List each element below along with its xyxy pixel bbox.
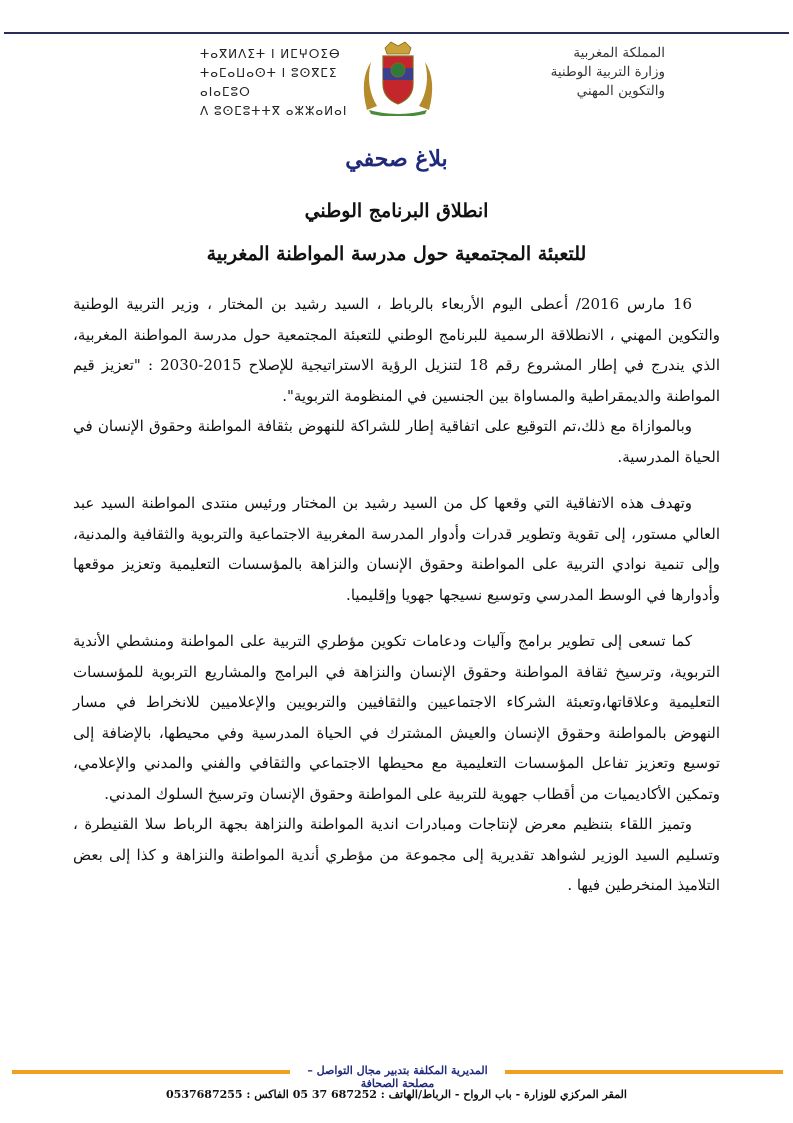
paragraph-2: وبالموازاة مع ذلك،تم التوقيع على اتفاقية إطار للشراكة للنهوض بثقافة المواطنة وحقوق الإنسان في الحياة المدرسية.	[73, 417, 720, 466]
footer-department: المديرية المكلفة بتدبير مجال التواصل – مصلحة الصحافة	[290, 1064, 505, 1090]
paragraph-1: 16 مارس 2016/ أعطى اليوم الأربعاء بالرباط ، السيد رشيد بن المختار ، وزير التربية الوطنية والتكوين المهني ، الانطلاقة الرسمية للبرنامج الوطني للتعبئة المجتمعية حول مدرسة المواطنة المغربية، الذي يندرج في إطار المشروع رقم 18 لتنزيل الرؤية الاستراتيجية للإصلاح 2015-2030 : "تعزيز قيم المواطنة والديمقراطية والمساواة بين الجنسين في المنظومة التربوية".	[73, 295, 721, 405]
top-rule	[4, 32, 789, 34]
moroccan-coat-of-arms-icon	[355, 40, 441, 116]
subtitle-2: للتعبئة المجتمعية حول مدرسة المواطنة المغربية	[206, 243, 587, 265]
amazigh-line-1: ⵜⴰⴳⵍⴷⵉⵜ ⵏ ⵍⵎⵖⵔⵉⴱ	[200, 47, 341, 61]
press-release-body	[73, 289, 720, 901]
amazigh-line-3: ⴷ ⵓⵙⵎⵓⵜⵜⴳ ⴰⵣⵣⴰⵍⴰⵏ	[200, 104, 348, 118]
arabic-line-1: المملكة المغربية	[573, 45, 665, 61]
footer-address: المقر المركزي للوزارة - باب الرواح - الرباط/الهاتف : 687252 37 05 الفاكس : 0537687255	[166, 1088, 627, 1101]
paragraph-3: وتهدف هذه الاتفاقية التي وقعها كل من السيد رشيد بن المختار ورئيس منتدى المواطنة السيد عبد العالي مستور، إلى تقوية وتطوير قدرات وأدوار المدرسة المغربية الاجتماعية والتربوية والثقافية والمدنية، وإلى تنمية نوادي التربية على المواطنة وحقوق الإنسان والنزاهة بالمؤسسات التعليمية وتعزيز موقعها وأدوارها في الوسط المدرسي وتوسيع نسيجها جهويا وإقليميا.	[73, 494, 720, 604]
arabic-ministry-name	[455, 44, 665, 101]
paragraph-4: كما تسعى إلى تطوير برامج وآليات ودعامات تكوين مؤطري التربية على المواطنة ومنشطي الأندية التربوية، وترسيخ ثقافة المواطنة وحقوق الإنسان والنزاهة في البرامج والمشاريع التربوية للمؤسسات التعليمية وعلاقاتها،وتعبئة الشركاء الاجتماعيين والثقافيين والتربويين والإعلاميين للانخراط في مسار النهوض بالمواطنة وحقوق الإنسان والعيش المشترك في الحياة المدرسية وفي محيطها، بالإضافة إلى توسيع وتعزيز تفاعل المؤسسات التعليمية مع محيطها الاجتماعي والثقافي والفني والمدني والإعلامي، وتمكين الأكاديميات من أقطاب جهوية للتربية على المواطنة وحقوق الإنسان وترسيخ السلوك المدني.	[73, 632, 720, 803]
amazigh-line-2: ⵜⴰⵎⴰⵡⴰⵙⵜ ⵏ ⵓⵙⴳⵎⵉ ⴰⵏⴰⵎⵓⵔ	[200, 66, 338, 99]
letterhead	[0, 36, 793, 116]
arabic-line-3: والتكوين المهني	[576, 83, 665, 99]
paragraph-5: وتميز اللقاء بتنظيم معرض لإنتاجات ومبادرات اندية المواطنة والنزاهة بجهة الرباط سلا القنيطرة ، وتسليم السيد الوزير لشواهد تقديرية إلى مجموعة من مؤطري أندية المواطنة والنزاهة و كذا إلى بعض التلاميذ المنخرطين فيها .	[73, 815, 720, 894]
subtitle-1: انطلاق البرنامج الوطني	[304, 200, 489, 222]
amazigh-ministry-name	[200, 45, 360, 121]
arabic-line-2: وزارة التربية الوطنية	[550, 64, 665, 80]
page-title: بلاغ صحفي	[345, 146, 448, 172]
